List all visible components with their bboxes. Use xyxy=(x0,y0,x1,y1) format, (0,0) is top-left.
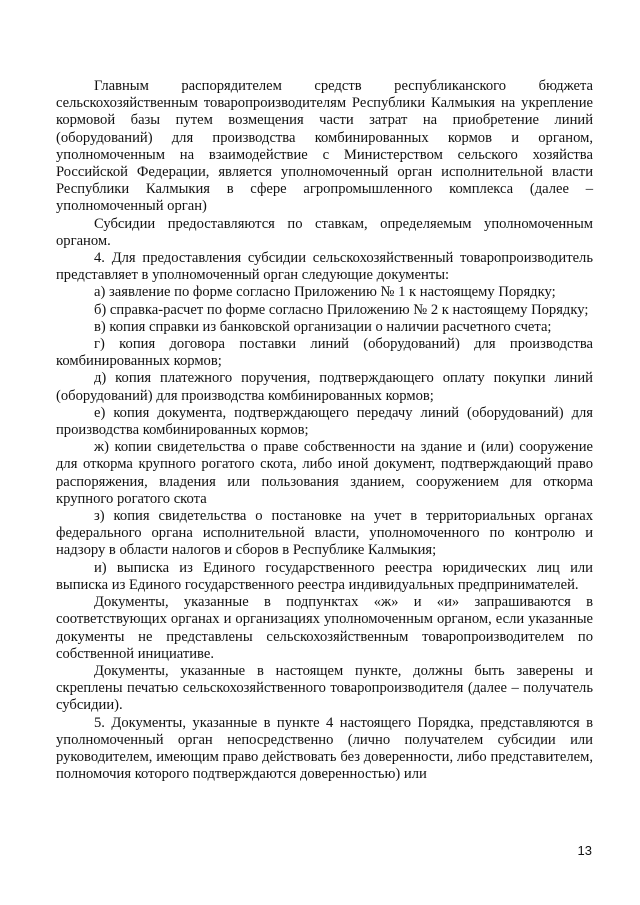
list-item-a: а) заявление по форме согласно Приложению № 1 к настоящему Порядку; xyxy=(94,284,556,301)
list-item-d: д) копия платежного поручения, подтверждающего оплату покупки линий (оборудований) для производства комбинированных кормов; xyxy=(56,370,593,404)
paragraph-clause-4: 4. Для предоставления субсидии сельскохозяйственный товаропроизводитель представляет в уполномоченный орган следующие документы: xyxy=(56,250,593,284)
document-body xyxy=(56,78,593,783)
list-item-g: г) копия договора поставки линий (оборудований) для производства комбинированных кормов; xyxy=(56,336,593,370)
paragraph-main-administrator: Главным распорядителем средств республиканского бюджета сельскохозяйственным товаропроизводителям Республики Калмыкия на укрепление кормовой базы путем возмещения части затрат на приобретение линий (оборудований) для производства комбинированных кормов и органом, уполномоченным на взаимодействие с Министерством сельского хозяйства Российской Федерации, является уполномоченный орган исполнительной власти Республики Калмыкия в сфере агропромышленного комплекса (далее – уполномоченный орган) xyxy=(56,78,593,215)
paragraph-certification: Документы, указанные в настоящем пункте, должны быть заверены и скреплены печатью сельскохозяйственного товаропроизводителя (далее – получатель субсидии). xyxy=(56,662,593,714)
list-item-v: в) копия справки из банковской организации о наличии расчетного счета; xyxy=(94,318,552,335)
list-item-zh: ж) копии свидетельства о праве собственности на здание и (или) сооружение для откорма крупного рогатого скота, либо иной документ, подтверждающий право распоряжения, владения или пользования зданием, сооружением для откорма крупного рогатого скота xyxy=(56,439,593,507)
paragraph-clause-5: 5. Документы, указанные в пункте 4 настоящего Порядка, представляются в уполномоченный орган непосредственно (лично получателем субсидии или руководителем, имеющим право действовать без доверенности, либо представителем, полномочия которого подтверждаются доверенностью) или xyxy=(56,714,593,783)
list-item-b: б) справка-расчет по форме согласно Приложению № 2 к настоящему Порядку; xyxy=(94,301,589,318)
list-item-z: з) копия свидетельства о постановке на учет в территориальных органах федерального органа исполнительной власти, уполномоченного по контролю и надзору в области налогов и сборов в Республике Калмыкия; xyxy=(56,508,593,559)
paragraph-requested-documents: Документы, указанные в подпунктах «ж» и «и» запрашиваются в соответствующих органах и организациях уполномоченным органом, если указанные документы не представлены сельскохозяйственным товаропроизводителем по собственной инициативе. xyxy=(56,594,593,662)
paragraph-subsidy-rates: Субсидии предоставляются по ставкам, определяемым уполномоченным органом. xyxy=(56,215,593,249)
page-number: 13 xyxy=(577,843,592,858)
list-item-i: и) выписка из Единого государственного реестра юридических лиц или выписка из Единого государственного реестра индивидуальных предпринимателей. xyxy=(56,559,593,593)
list-item-e: е) копия документа, подтверждающего передачу линий (оборудований) для производства комбинированных кормов; xyxy=(56,404,593,439)
